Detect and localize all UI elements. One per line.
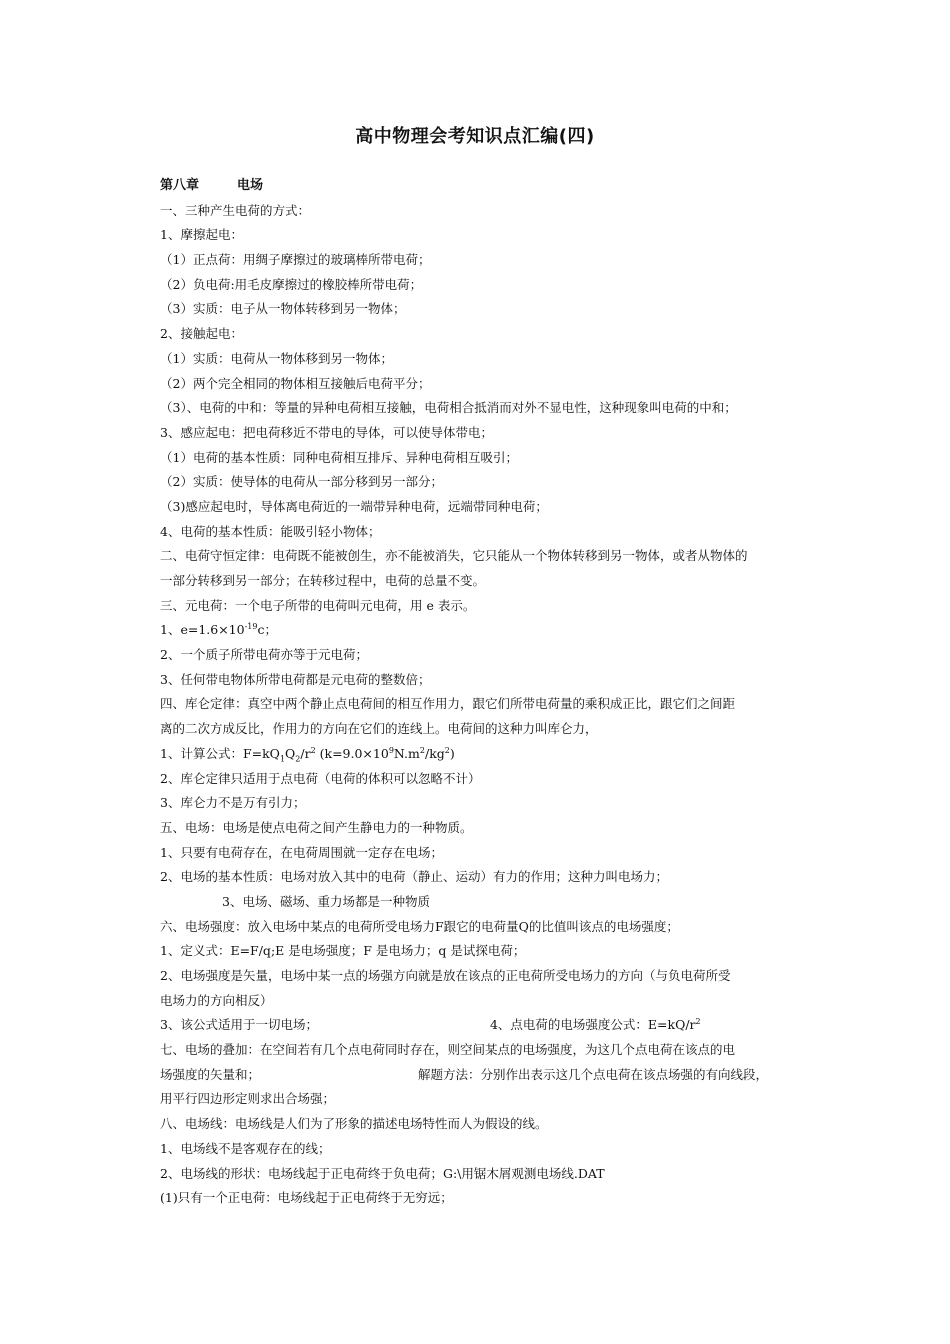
text-line: 四、库仑定律：真空中两个静止点电荷间的相互作用力，跟它们所带电荷量的乘积成正比，跟它们之间距 (160, 696, 736, 712)
text-line: 1、电场线不是客观存在的线； (160, 1140, 331, 1156)
text-run: 1、计算公式：F=kQ (160, 745, 280, 761)
superscript: 2 (310, 745, 316, 755)
text-line-formula (160, 618, 820, 643)
document-body (160, 174, 820, 1211)
text-run: 4、点电荷的电场强度公式：E=kQ/r (489, 1017, 696, 1033)
text-run: /r (300, 745, 311, 761)
text-line: （3）、电荷的中和：等量的异种电荷相互接触，电荷相合抵消而对外不显电性，这种现象叫电荷的中和； (160, 400, 737, 416)
text-line: （1）实质：电荷从一物体移到另一物体； (160, 350, 393, 366)
text-line: 2、电场强度是矢量，电场中某一点的场强方向就是放在该点的正电荷所受电场力的方向（与负电荷所受 (160, 968, 731, 983)
text-line-two-column (160, 1013, 820, 1038)
text-line: 二、电荷守恒定律：电荷既不能被创生，亦不能被消失，它只能从一个物体转移到另一物体，或者从物体的 (160, 548, 748, 564)
chapter-number: 第八章 (160, 178, 200, 193)
text-line: 一部分转移到另一部分；在转移过程中，电荷的总量不变。 (160, 573, 486, 588)
text-line: 3、任何带电物体所带电荷都是元电荷的整数倍； (160, 671, 431, 687)
text-run: 3、该公式适用于一切电场； (160, 1017, 318, 1033)
text-line: 3、库仑力不是万有引力； (160, 795, 306, 811)
text-line-indented: 3、电场、磁场、重力场都是一种物质 (222, 893, 430, 909)
text-line: 七、电场的叠加：在空间若有几个点电荷同时存在，则空间某点的电场强度，为这几个点电荷在该点的电 (160, 1042, 736, 1058)
text-line: 1、定义式：E=F/q;E 是电场强度；F 是电场力；q 是试探电荷； (160, 943, 526, 959)
text-line: 六、电场强度：放入电场中某点的电荷所受电场力F跟它的电荷量Q的比值叫该点的电场强度； (160, 918, 679, 934)
text-line: （3)感应起电时，导体离电荷近的一端带异种电荷，远端带同种电荷； (160, 498, 548, 514)
superscript: 2 (444, 745, 450, 755)
text-line: 2、一个质子所带电荷亦等于元电荷； (160, 647, 368, 663)
text-run: ) (449, 745, 455, 761)
text-line: 用平行四边形定则求出合场强； (160, 1091, 336, 1107)
text-line: (1)只有一个正电荷：电场线起于正电荷终于无穷远； (160, 1190, 453, 1206)
text-line: 五、电场：电场是使点电荷之间产生静电力的一种物质。 (160, 819, 473, 835)
text-line: 4、电荷的基本性质：能吸引轻小物体； (160, 523, 381, 539)
chapter-name: 电场 (237, 178, 264, 193)
text-line: 八、电场线：电场线是人们为了形象的描述电场特性而人为假设的线。 (160, 1116, 548, 1132)
document-title: 高中物理会考知识点汇编(四) (355, 126, 595, 147)
text-line: 离的二次方成反比，作用力的方向在它们的连线上。电荷间的这种力叫库仑力， (160, 721, 598, 737)
coulomb-formula-line (160, 742, 820, 767)
text-line: （2）实质：使导体的电荷从一部分移到另一部分； (160, 474, 443, 490)
text-line: （1）电荷的基本性质：同种电荷相互排斥、异种电荷相互吸引； (160, 449, 518, 465)
text-line: （2）负电荷:用毛皮摩擦过的橡胶棒所带电荷； (160, 276, 423, 292)
subscript: 2 (295, 754, 301, 764)
text-run: 解题方法：分别作出表示这几个点电荷在该点场强的有向线段， (418, 1066, 769, 1082)
text-line: 三、元电荷：一个电子所带的电荷叫元电荷，用 e 表示。 (160, 597, 476, 613)
superscript: 2 (419, 745, 425, 755)
superscript: -19 (244, 622, 258, 632)
subscript: 1 (279, 754, 286, 764)
text-line: 1、只要有电荷存在，在电荷周围就一定存在电场； (160, 844, 443, 860)
text-run: (k=9.0×10 (315, 745, 389, 761)
text-run: /kg (424, 745, 445, 761)
text-line: 1、摩擦起电： (160, 227, 243, 243)
text-line: 2、库仑定律只适用于点电荷（电荷的体积可以忽略不计） (160, 770, 481, 786)
text-line: 2、电场线的形状：电场线起于正电荷终于负电荷；G:\用锯木屑观测电场线.DAT (160, 1165, 605, 1181)
superscript: 2 (695, 1017, 701, 1027)
text-line: 电场力的方向相反） (160, 992, 273, 1008)
text-line: （3）实质：电子从一物体转移到另一物体； (160, 301, 406, 317)
superscript: 9 (388, 745, 394, 755)
text-run: 场强度的矢量和； (160, 1066, 261, 1082)
text-run: 1、e=1.6×10 (160, 622, 245, 638)
text-line: 2、接触起电： (160, 326, 243, 342)
text-line-two-column (160, 1063, 820, 1088)
text-line: （2）两个完全相同的物体相互接触后电荷平分； (160, 375, 431, 391)
text-line: 2、电场的基本性质：电场对放入其中的电荷（静止、运动）有力的作用；这种力叫电场力； (160, 869, 668, 885)
text-line: 一、三种产生电荷的方式： (160, 202, 311, 218)
text-run: c； (257, 622, 277, 638)
text-run: N.m (393, 745, 420, 761)
text-run: Q (285, 745, 296, 761)
text-line: 3、感应起电：把电荷移近不带电的导体，可以使导体带电； (160, 424, 493, 440)
text-line: （1）正点荷：用绸子摩擦过的玻璃棒所带电荷； (160, 252, 431, 268)
chapter-heading (160, 174, 820, 199)
